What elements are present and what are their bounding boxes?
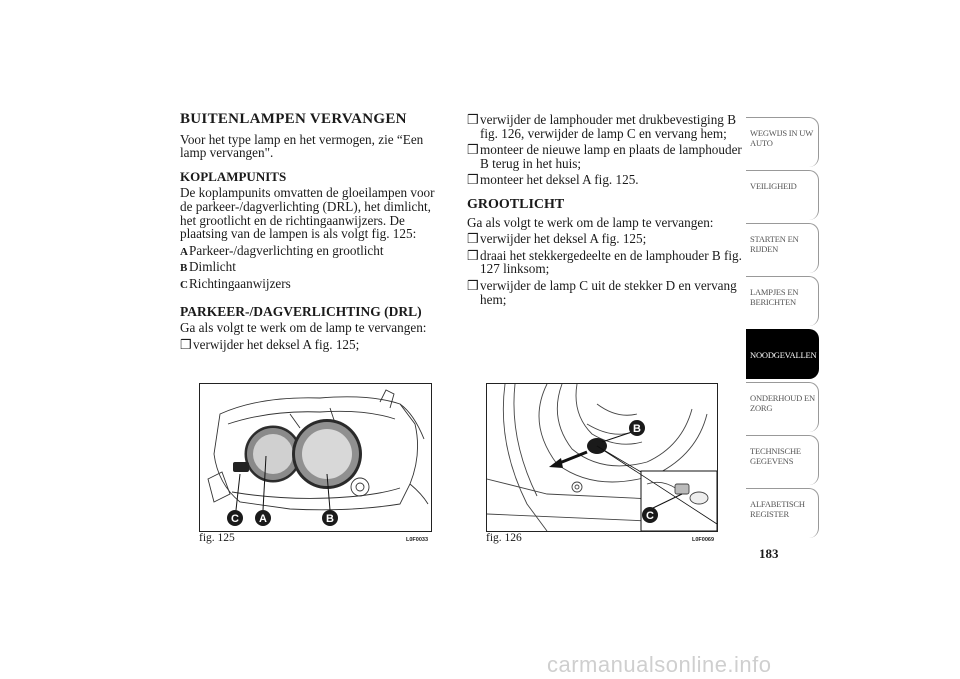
tab-alfabetisch[interactable]: ALFABETISCH REGISTER — [746, 488, 819, 538]
tab-lampjes[interactable]: LAMPJES EN BERICHTEN — [746, 276, 819, 326]
koplamp-heading: KOPLAMPUNITS — [180, 168, 287, 184]
step-item: ❒ verwijder de lamp C uit de stekker D en vervang hem; — [467, 277, 737, 307]
checkbox-icon: ❒ — [467, 172, 479, 188]
tab-onderhoud[interactable]: ONDERHOUD EN ZORG — [746, 382, 819, 432]
legend-item-a: AParkeer-/dagverlichting en grootlicht — [180, 242, 384, 258]
figure-125-caption: fig. 125 — [199, 532, 235, 544]
label-b: B — [633, 423, 641, 435]
figure-126-caption: fig. 126 — [486, 532, 522, 544]
tab-noodgevallen[interactable]: NOODGEVALLEN — [746, 329, 819, 379]
bulb-holder-illustration — [487, 384, 717, 531]
drl-step: ❒ verwijder het deksel A fig. 125; — [180, 336, 360, 352]
legend-item-b: B Dimlicht — [180, 259, 236, 275]
chapter-tabs — [746, 117, 819, 541]
figure-126-code: L0F0069 — [692, 537, 715, 543]
checkbox-icon: ❒ — [467, 112, 479, 127]
figure-125-code: L0F0033 — [406, 537, 429, 543]
figure-126-bulb-holder — [486, 383, 718, 532]
tab-starten[interactable]: STARTEN EN RIJDEN — [746, 223, 819, 273]
grootlicht-heading: GROOTLICHT — [467, 196, 565, 212]
drl-heading: PARKEER-/DAGVERLICHTING (DRL) — [180, 303, 422, 319]
label-a: A — [259, 513, 267, 525]
legend-item-c: CRichtingaanwijzers — [180, 275, 291, 291]
checkbox-icon: ❒ — [467, 142, 479, 158]
watermark: carmanualsonline.info — [547, 652, 772, 677]
intro-text: Voor het type lamp en het vermogen, zie “Een lamp vervangen". — [180, 131, 424, 161]
grootlicht-text: Ga als volgt te werk om de lamp te vervangen: — [467, 214, 714, 230]
koplamp-text: De koplampunits omvatten de gloeilampen voor de parkeer-/dagverlichting (DRL), het dimlicht, het grootlicht en de richtingaanwijzers. De plaatsing van de lampen is als volgt fig. 125: — [180, 185, 435, 242]
label-c: C — [231, 513, 239, 525]
page-number: 183 — [759, 546, 779, 561]
checkbox-icon: ❒ — [180, 336, 192, 352]
checkbox-icon: ❒ — [467, 277, 479, 293]
step-item: ❒ monteer het deksel A fig. 125. — [467, 172, 639, 188]
left-column — [180, 113, 446, 354]
step-item: ❒ draai het stekkergedeelte en de lamphouder B fig. 127 linksom; — [467, 247, 742, 277]
label-b: B — [326, 513, 334, 525]
figure-125-headlamp — [199, 383, 432, 532]
step-item: ❒ verwijder het deksel A fig. 125; — [467, 231, 647, 247]
checkbox-icon: ❒ — [467, 231, 479, 247]
step-item: ❒ verwijder de lamphouder met drukbevestiging B fig. 126, verwijder de lamp C en vervang hem; — [467, 112, 736, 141]
tab-veiligheid[interactable]: VEILIGHEID — [746, 170, 819, 220]
headlamp-illustration — [200, 384, 431, 531]
right-column — [467, 113, 743, 309]
checkbox-icon: ❒ — [467, 247, 479, 263]
drl-text: Ga als volgt te werk om de lamp te vervangen: — [180, 320, 427, 336]
label-c: C — [646, 510, 654, 522]
section-title: BUITENLAMPEN VERVANGEN — [180, 111, 407, 127]
tab-wegwijs[interactable]: WEGWIJS IN UW AUTO — [746, 117, 819, 167]
step-item: ❒ monteer de nieuwe lamp en plaats de lamphouder B terug in het huis; — [467, 142, 742, 171]
tab-technische[interactable]: TECHNISCHE GEGEVENS — [746, 435, 819, 485]
